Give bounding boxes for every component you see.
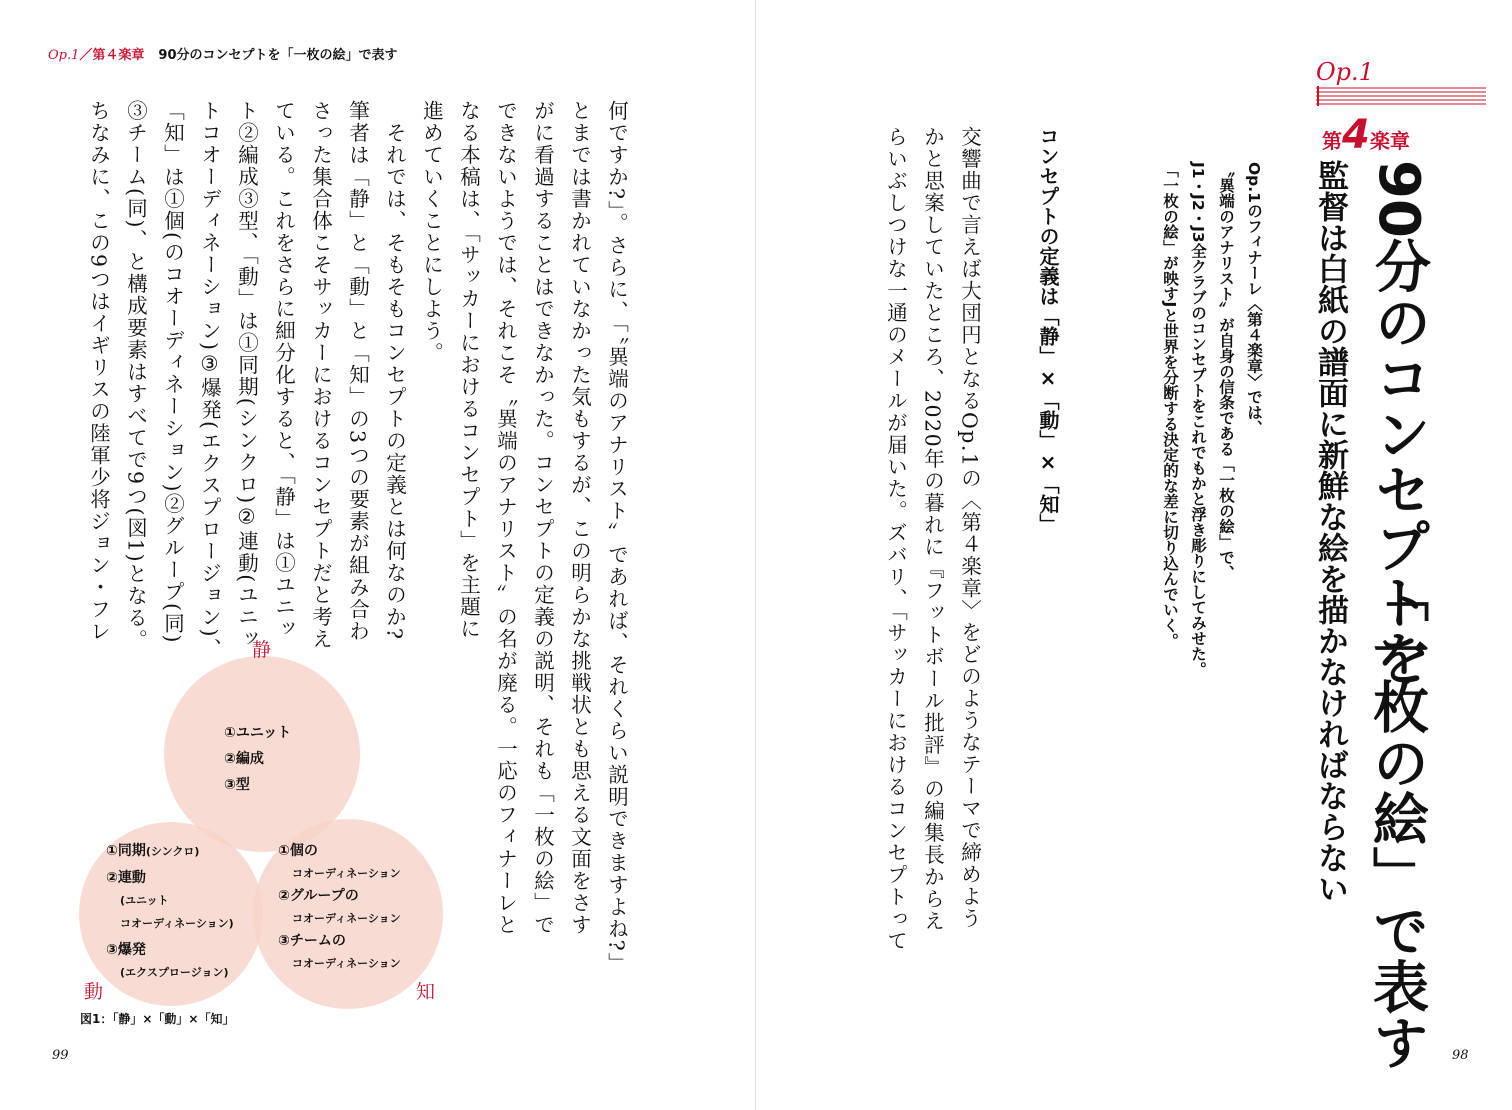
figure-caption: 図1：「静」×「動」×「知」 bbox=[80, 1012, 235, 1026]
knowledge-item: ①個の bbox=[278, 843, 318, 859]
knowledge-items bbox=[278, 840, 401, 975]
knowledge-item: コオーディネーション bbox=[292, 957, 401, 970]
static-items bbox=[224, 720, 291, 798]
running-op: Op.1 bbox=[48, 48, 80, 63]
dynamic-item: ③爆発 bbox=[106, 942, 146, 958]
body-line: それでは、そもそもコンセプトの定義とは何なのか? bbox=[382, 100, 407, 641]
chapter-subtitle: 監督は白紙の譜面に新鮮な絵を描かなければならない bbox=[1312, 160, 1348, 904]
body-line: 筆者は「静」と「動」と「知」の3つの要素が組み合わ bbox=[345, 100, 370, 643]
lead-line: 〝異端のアナリスト〟が自身の信条である「一枚の絵」で、 bbox=[1217, 162, 1235, 581]
knowledge-item: ②グループの bbox=[278, 888, 359, 904]
dynamic-item: (エクスプロージョン) bbox=[120, 966, 229, 979]
lead-line: 「一枚の絵」が映すJと世界を分断する決定的な差に切り込んでいく。 bbox=[1161, 162, 1179, 649]
body-line: とまでは書かれていなかった気もするが、この明らかな挑戦状とも思える文面をさす bbox=[567, 100, 592, 936]
lead-line: J1・J2・J3全クラブのコンセプトをこれでもかと浮き彫りにしてみせた。 bbox=[1189, 162, 1207, 677]
chapter-title-line1: 90分のコンセプトを bbox=[1366, 160, 1431, 686]
body-line: 交響曲で言えば大団円となるOp.1の〈第４楽章〉をどのようなテーマで締めよう bbox=[957, 126, 982, 930]
op-logo: Op.1 bbox=[1316, 58, 1374, 86]
knowledge-item: コオーディネーション bbox=[292, 867, 401, 880]
knowledge-item: ③チームの bbox=[278, 933, 346, 949]
body-line: なる本稿は、「サッカーにおけるコンセプト」を主題に bbox=[456, 100, 481, 640]
body-line: ている。これをさらに細分化すると、「静」は①ユニッ bbox=[271, 100, 296, 640]
page-number-right: 98 bbox=[1452, 1048, 1469, 1063]
running-chapter: ／第４楽章 bbox=[79, 48, 145, 63]
dynamic-item: ②連動 bbox=[106, 870, 146, 886]
knowledge-item: コオーディネーション bbox=[292, 912, 401, 925]
body-line: かと思案していたところ、2020年の暮れに『フットボール批評』の編集長からえ bbox=[920, 126, 945, 933]
static-item: ①ユニット bbox=[224, 725, 292, 741]
dynamic-items bbox=[106, 840, 234, 984]
body-line: できないようでは、それこそ〝異端のアナリスト〟の名が廃る。一応のフィナーレと bbox=[493, 100, 518, 936]
lead-line: Op.1のフィナーレ〈第４楽章〉では、 bbox=[1245, 162, 1263, 436]
dynamic-item: (ユニット bbox=[120, 894, 169, 907]
figure-label-static: 静 bbox=[252, 639, 272, 661]
body-line: らいぶしつけな一通のメールが届いた。ズバリ、「サッカーにおけるコンセプトって bbox=[883, 126, 908, 952]
body-line: 「知」は①個(のコオーディネーション)②グループ(同) bbox=[160, 100, 185, 644]
static-item: ③型 bbox=[224, 777, 250, 793]
chapter-label: 第4楽章 bbox=[1322, 112, 1410, 158]
section-heading: コンセプトの定義は「静」×「動」×「知」 bbox=[1036, 126, 1060, 534]
body-line: ちなみに、この9つはイギリスの陸軍少将ジョン・フレ bbox=[86, 100, 111, 643]
static-item: ②編成 bbox=[224, 751, 264, 767]
body-line: ト②編成③型、「動」は①同期(シンクロ)②連動(ユニッ bbox=[234, 100, 259, 650]
body-line: ③チーム(同)、と構成要素はすべてで9つ(図1)となる。 bbox=[123, 100, 148, 652]
body-line: さった集合体こそサッカーにおけるコンセプトだと考え bbox=[308, 100, 333, 650]
figure-label-dynamic: 動 bbox=[84, 981, 104, 1003]
figure-label-knowledge: 知 bbox=[416, 981, 436, 1003]
body-line: がに看過することはできなかった。コンセプトの定義の説明、それも「一枚の絵」で bbox=[530, 100, 555, 936]
dynamic-item: ①同期(シンクロ) bbox=[106, 843, 200, 859]
page-number-left: 99 bbox=[52, 1048, 69, 1063]
running-title: 90分のコンセプトを「一枚の絵」で表す bbox=[158, 48, 398, 63]
staff-lines bbox=[1316, 86, 1486, 106]
body-line: 進めていくことにしよう。 bbox=[419, 100, 444, 364]
chapter-title-line2: 「一枚の絵」で表す bbox=[1364, 566, 1429, 1070]
dynamic-item: コオーディネーション) bbox=[120, 917, 234, 930]
body-line: 何ですか?」。さらに、「〝異端のアナリスト〟であれば、それくらい説明できますよね?」 bbox=[604, 100, 629, 975]
body-line: トコオーディネーション)③爆発(エクスプロージョン)、 bbox=[197, 100, 222, 660]
